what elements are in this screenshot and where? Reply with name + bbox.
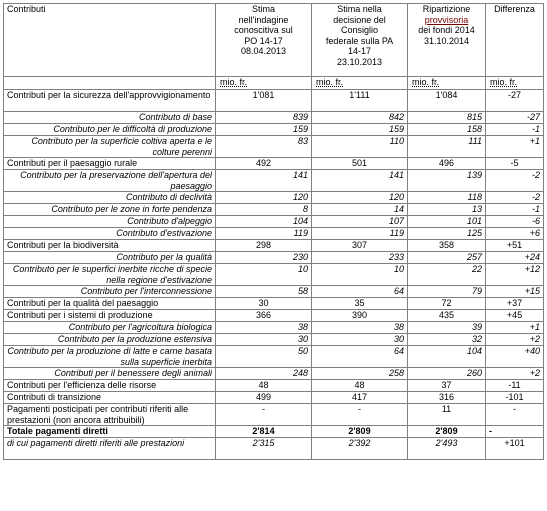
value-decisione: 48 (312, 380, 408, 392)
row-label: di cui pagamenti diretti riferiti alle prestazioni (4, 438, 216, 460)
header-line: 23.10.2013 (336, 56, 383, 67)
sub-row (4, 216, 544, 228)
value-ripartizione: 1'084 (408, 90, 486, 112)
value-decisione: 64 (312, 346, 408, 368)
value-indagine: 2'315 (216, 438, 312, 460)
value-differenza: +51 (486, 240, 544, 252)
row-label: Contributi per l'efficienza delle risorse (4, 380, 216, 392)
value-differenza: +45 (486, 310, 544, 322)
table-row (4, 438, 544, 460)
value-indagine: 2'814 (216, 426, 312, 438)
unit-label: mio. fr. (312, 77, 408, 90)
value-differenza: - (486, 404, 544, 426)
header-ripartizione (408, 4, 486, 77)
sub-row (4, 192, 544, 204)
row-label: Contributo per la produzione di latte e carne basata sulla superficie inerbita (4, 346, 216, 368)
value-differenza: -101 (486, 392, 544, 404)
sub-row (4, 286, 544, 298)
value-differenza: -1 (486, 204, 544, 216)
sub-row (4, 322, 544, 334)
header-row (4, 4, 544, 77)
value-differenza: +1 (486, 322, 544, 334)
value-ripartizione: 2'809 (408, 426, 486, 438)
value-indagine: 30 (216, 334, 312, 346)
value-indagine: 50 (216, 346, 312, 368)
table-row (4, 380, 544, 392)
value-decisione: 390 (312, 310, 408, 322)
unit-label: mio. fr. (486, 77, 544, 90)
value-differenza: -1 (486, 124, 544, 136)
value-indagine: 248 (216, 368, 312, 380)
row-label: Contributi per la biodiversità (4, 240, 216, 252)
total-row (4, 426, 544, 438)
header-line: Ripartizione (422, 4, 471, 14)
value-decisione: 119 (312, 228, 408, 240)
header-line: Stima (251, 4, 275, 14)
sub-row (4, 228, 544, 240)
row-label: Contributi per i sistemi di produzione (4, 310, 216, 322)
row-label: Contributo di base (4, 112, 216, 124)
value-ripartizione: 118 (408, 192, 486, 204)
value-ripartizione: 111 (408, 136, 486, 158)
row-label: Contributi per la qualità del paesaggio (4, 298, 216, 310)
header-line-provvisoria: provvisoria (424, 14, 469, 25)
value-indagine: 499 (216, 392, 312, 404)
unit-label: mio. fr. (216, 77, 312, 90)
row-label: Contributo per la preservazione dell'apertura del paesaggio (4, 170, 216, 192)
value-decisione: 141 (312, 170, 408, 192)
row-label: Pagamenti posticipati per contributi riferiti alle prestazioni (non ancora attribuibili) (4, 404, 216, 426)
value-indagine: 119 (216, 228, 312, 240)
value-ripartizione: 257 (408, 252, 486, 264)
value-differenza: +15 (486, 286, 544, 298)
value-differenza: +101 (486, 438, 544, 460)
value-differenza: +40 (486, 346, 544, 368)
value-decisione: 30 (312, 334, 408, 346)
sub-row (4, 252, 544, 264)
header-line: Stima nella (337, 4, 382, 14)
row-label: Contributi per il benessere degli animali (4, 368, 216, 380)
value-differenza: +1 (486, 136, 544, 158)
value-decisione: 35 (312, 298, 408, 310)
table-row (4, 298, 544, 310)
header-line: decisione del (333, 14, 386, 25)
value-indagine: 230 (216, 252, 312, 264)
value-ripartizione: 11 (408, 404, 486, 426)
value-indagine: 30 (216, 298, 312, 310)
sub-row (4, 346, 544, 368)
value-ripartizione: 139 (408, 170, 486, 192)
sub-row (4, 368, 544, 380)
header-line: 31.10.2014 (423, 35, 470, 46)
row-label: Contributi per la sicurezza dell'approvvigionamento (4, 90, 216, 112)
row-label: Contributi di transizione (4, 392, 216, 404)
value-ripartizione: 32 (408, 334, 486, 346)
value-differenza: +6 (486, 228, 544, 240)
header-line: 08.04.2013 (240, 46, 287, 56)
header-line: 14-17 (347, 46, 372, 56)
table-row (4, 240, 544, 252)
value-decisione: 417 (312, 392, 408, 404)
value-ripartizione: 22 (408, 264, 486, 286)
header-line: nell'indagine (238, 14, 289, 25)
value-indagine: 298 (216, 240, 312, 252)
value-decisione: - (312, 404, 408, 426)
table-row (4, 158, 544, 170)
row-label: Totale pagamenti diretti (4, 426, 216, 438)
value-differenza: +2 (486, 334, 544, 346)
value-indagine: 141 (216, 170, 312, 192)
row-label: Contributo di declività (4, 192, 216, 204)
value-indagine: 10 (216, 264, 312, 286)
value-ripartizione: 2'493 (408, 438, 486, 460)
row-label: Contributo per le zone in forte pendenza (4, 204, 216, 216)
value-differenza: -5 (486, 158, 544, 170)
value-differenza: -27 (486, 112, 544, 124)
table-row (4, 404, 544, 426)
value-differenza: -27 (486, 90, 544, 112)
table-body (4, 90, 544, 460)
header-line: dei fondi 2014 (418, 25, 475, 35)
row-label: Contributo per l'interconnessione (4, 286, 216, 298)
sub-row (4, 334, 544, 346)
value-indagine: 1'081 (216, 90, 312, 112)
value-decisione: 1'111 (312, 90, 408, 112)
sub-row (4, 204, 544, 216)
value-decisione: 307 (312, 240, 408, 252)
value-decisione: 38 (312, 322, 408, 334)
sub-row (4, 170, 544, 192)
value-indagine: 58 (216, 286, 312, 298)
value-decisione: 233 (312, 252, 408, 264)
value-differenza: +24 (486, 252, 544, 264)
row-label: Contributo per la superficie coltiva aperta e le colture perenni (4, 136, 216, 158)
unit-label: mio. fr. (408, 77, 486, 90)
header-contributi: Contributi (4, 4, 216, 77)
table-row (4, 310, 544, 322)
unit-row (4, 77, 544, 90)
value-indagine: 492 (216, 158, 312, 170)
value-ripartizione: 435 (408, 310, 486, 322)
value-indagine: 839 (216, 112, 312, 124)
row-label: Contributo per le difficoltà di produzione (4, 124, 216, 136)
value-ripartizione: 815 (408, 112, 486, 124)
value-ripartizione: 358 (408, 240, 486, 252)
value-ripartizione: 13 (408, 204, 486, 216)
value-decisione: 107 (312, 216, 408, 228)
table-row (4, 392, 544, 404)
value-indagine: 48 (216, 380, 312, 392)
value-ripartizione: 496 (408, 158, 486, 170)
row-label: Contributo d'alpeggio (4, 216, 216, 228)
value-indagine: 8 (216, 204, 312, 216)
value-indagine: 38 (216, 322, 312, 334)
value-ripartizione: 104 (408, 346, 486, 368)
value-decisione: 64 (312, 286, 408, 298)
value-decisione: 2'809 (312, 426, 408, 438)
value-ripartizione: 101 (408, 216, 486, 228)
value-decisione: 110 (312, 136, 408, 158)
contributions-table-container (3, 3, 544, 460)
table-row (4, 90, 544, 112)
value-differenza: +37 (486, 298, 544, 310)
value-ripartizione: 39 (408, 322, 486, 334)
value-differenza: -2 (486, 192, 544, 204)
value-ripartizione: 260 (408, 368, 486, 380)
value-indagine: 366 (216, 310, 312, 322)
value-decisione: 842 (312, 112, 408, 124)
value-decisione: 501 (312, 158, 408, 170)
value-ripartizione: 158 (408, 124, 486, 136)
value-ripartizione: 72 (408, 298, 486, 310)
header-line: conoscitiva sul (234, 25, 293, 35)
value-indagine: 83 (216, 136, 312, 158)
header-line: Consiglio (340, 25, 379, 35)
row-label: Contributo per l'agricoltura biologica (4, 322, 216, 334)
value-ripartizione: 79 (408, 286, 486, 298)
row-label: Contributo per la produzione estensiva (4, 334, 216, 346)
value-differenza: +12 (486, 264, 544, 286)
value-decisione: 159 (312, 124, 408, 136)
header-line: federale sulla PA (325, 35, 394, 46)
value-differenza: -2 (486, 170, 544, 192)
value-differenza: -6 (486, 216, 544, 228)
header-line: PO 14-17 (244, 35, 283, 46)
value-decisione: 2'392 (312, 438, 408, 460)
header-differenza: Differenza (486, 4, 544, 77)
value-differenza: - (486, 426, 544, 438)
row-label: Contributo per le superfici inerbite ricche di specie nella regione d'estivazione (4, 264, 216, 286)
sub-row (4, 264, 544, 286)
value-decisione: 14 (312, 204, 408, 216)
value-differenza: -11 (486, 380, 544, 392)
value-ripartizione: 316 (408, 392, 486, 404)
header-stima-decisione (312, 4, 408, 77)
header-stima-indagine (216, 4, 312, 77)
value-differenza: +2 (486, 368, 544, 380)
value-indagine: 159 (216, 124, 312, 136)
contributions-table (3, 3, 544, 460)
unit-empty-cell (4, 77, 216, 90)
row-label: Contributi per il paesaggio rurale (4, 158, 216, 170)
value-decisione: 258 (312, 368, 408, 380)
value-decisione: 10 (312, 264, 408, 286)
value-ripartizione: 37 (408, 380, 486, 392)
sub-row (4, 124, 544, 136)
row-label: Contributo d'estivazione (4, 228, 216, 240)
sub-row (4, 112, 544, 124)
value-ripartizione: 125 (408, 228, 486, 240)
value-decisione: 120 (312, 192, 408, 204)
value-indagine: 104 (216, 216, 312, 228)
row-label: Contributo per la qualità (4, 252, 216, 264)
value-indagine: - (216, 404, 312, 426)
sub-row (4, 136, 544, 158)
value-indagine: 120 (216, 192, 312, 204)
